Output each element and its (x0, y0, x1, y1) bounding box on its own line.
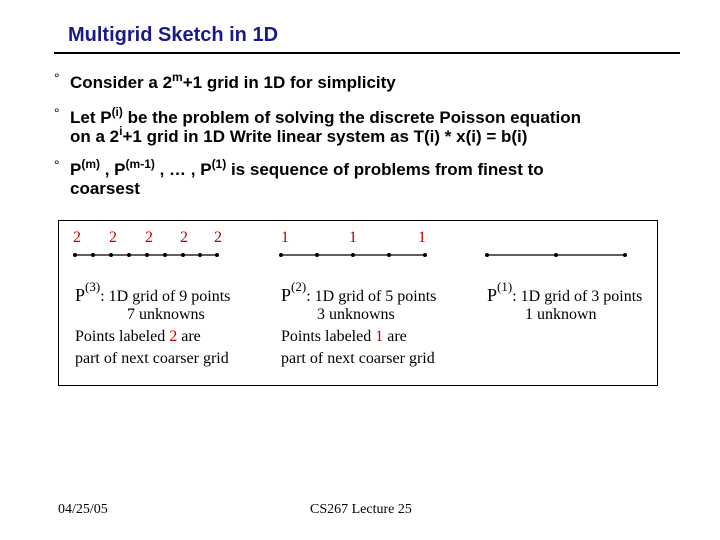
grid-9-point-label: 2 (214, 229, 222, 246)
grid-point (215, 253, 219, 257)
grid-point (554, 253, 558, 257)
grid-point (279, 253, 283, 257)
grid-3-title (487, 279, 643, 306)
problem-level: (1) (497, 279, 513, 294)
bullet-marker: ° (54, 157, 60, 173)
grid-point (423, 253, 427, 257)
problem-symbol: P (281, 285, 292, 305)
text-part: +1 grid in 1D Write linear system as T(i) * x(i) = b(i) (122, 127, 528, 146)
grid-5-point-label: 1 (281, 229, 289, 246)
grid-9-note (75, 328, 201, 346)
grid-point (91, 253, 95, 257)
slide-title: Multigrid Sketch in 1D (68, 24, 279, 46)
grid-point (145, 253, 149, 257)
superscript: (m-1) (125, 157, 155, 171)
grid-point (351, 253, 355, 257)
superscript: (m) (81, 157, 101, 171)
text-part: +1 grid in 1D for simplicity (182, 73, 396, 92)
text-part: is sequence of problems from finest to (226, 160, 544, 179)
bullet-line-1 (70, 105, 582, 127)
grid-9-point-label: 2 (145, 229, 153, 246)
grid-9-unknowns: 7 unknowns (127, 306, 205, 323)
grid-9-note-2: part of next coarser grid (75, 350, 229, 367)
grid-point (73, 253, 77, 257)
grid-5-note-2: part of next coarser grid (281, 350, 435, 367)
bullet-marker: ° (54, 70, 60, 86)
grid-point (109, 253, 113, 257)
text-part: Let P (70, 108, 112, 127)
text-part: P (70, 160, 82, 179)
grid-5-title (281, 279, 437, 306)
grid-9-point-label: 2 (109, 229, 117, 246)
grid-description: : 1D grid of 5 points (306, 288, 437, 305)
grid-point (623, 253, 627, 257)
title-divider (54, 52, 680, 54)
grid-point (163, 253, 167, 257)
superscript: m (172, 70, 183, 84)
superscript: (i) (111, 105, 123, 119)
grid-5-point-label: 1 (349, 229, 357, 246)
superscript: i (119, 124, 123, 138)
bullet-line-2: coarsest (70, 179, 140, 198)
problem-level: (3) (85, 279, 101, 294)
text-part: , … , P (154, 160, 212, 179)
grid-9-point-label: 2 (73, 229, 81, 246)
text-part: are (383, 328, 407, 345)
grid-point (485, 253, 489, 257)
grid-point (198, 253, 202, 257)
problem-level: (2) (291, 279, 307, 294)
text-part: Consider a 2 (70, 73, 173, 92)
text-part: , P (100, 160, 126, 179)
grid-5-note (281, 328, 407, 346)
text-part: on a 2 (70, 127, 120, 146)
grid-point (181, 253, 185, 257)
bullet-line-1 (70, 157, 544, 179)
bullet-text (70, 70, 396, 92)
grid-point (387, 253, 391, 257)
superscript: (1) (211, 157, 227, 171)
grid-9-point-label: 2 (180, 229, 188, 246)
highlight-label: 2 (169, 328, 178, 345)
grid-5-point-label: 1 (418, 229, 426, 246)
multigrid-figure (58, 220, 658, 386)
text-part: Points labeled (75, 328, 170, 345)
bullet-line-2 (70, 124, 528, 146)
highlight-label: 1 (375, 328, 384, 345)
grid-5-unknowns: 3 unknowns (317, 306, 395, 323)
footer-course: CS267 Lecture 25 (310, 502, 412, 517)
text-part: are (177, 328, 201, 345)
grid-point (315, 253, 319, 257)
grid-description: : 1D grid of 3 points (512, 288, 643, 305)
problem-symbol: P (75, 285, 86, 305)
grid-3-unknowns: 1 unknown (525, 306, 597, 323)
text-part: be the problem of solving the discrete Poisson equation (122, 108, 582, 127)
grid-point (127, 253, 131, 257)
grid-description: : 1D grid of 9 points (100, 288, 231, 305)
problem-symbol: P (487, 285, 498, 305)
grid-9-title (75, 279, 231, 306)
text-part: Points labeled (281, 328, 376, 345)
bullet-marker: ° (54, 105, 60, 121)
footer-date: 04/25/05 (58, 502, 108, 517)
